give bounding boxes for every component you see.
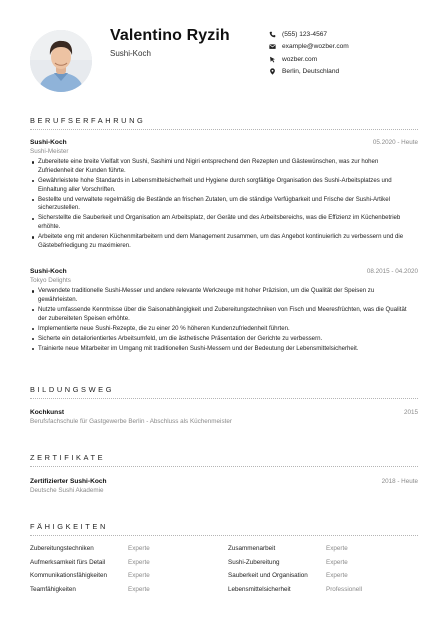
section-divider: [30, 466, 418, 467]
skill-level: Experte: [128, 585, 150, 593]
skill-name: Zubereitungstechniken: [30, 545, 94, 552]
experience-2-date: 08.2015 - 04.2020: [366, 268, 418, 275]
skill-name: Kommunikationsfähigkeiten: [30, 572, 108, 579]
skill-level: Experte: [326, 572, 348, 579]
list-item: Arbeitete eng mit anderen Küchenmitarbeitern und dem Management zusammen, um das Angebot kontinuierlich zu verbessern und die Gästebefriedigung zu maximieren.: [30, 233, 410, 250]
education-heading: BILDUNGSWEG: [30, 385, 115, 394]
skill-level: Experte: [128, 572, 150, 579]
contact-location: [268, 65, 349, 77]
list-item: Trainierte neue Mitarbeiter im Umgang mit traditionellen Sushi-Messern und der Bedeutung der Lebensmittelsicherheit.: [30, 345, 410, 354]
section-divider: [30, 535, 418, 536]
list-item: Gewährleistete hohe Standards in Lebensmittelsicherheit und Hygiene durch sorgfältige Organisation des Sushi-Arbeitsplatzes und Einhaltung aller Vorschriften.: [30, 177, 410, 194]
contact-website: [268, 53, 349, 65]
skill-name: Sushi-Zubereitung: [228, 558, 280, 566]
certificate-title: Zertifizierter Sushi-Koch: [30, 478, 107, 485]
skill-level: Experte: [326, 558, 348, 566]
education-title: Kochkunst: [30, 409, 65, 416]
list-item: Implementierte neue Sushi-Rezepte, die zu einer 20 % höheren Kundenzufriedenheit führten.: [30, 325, 410, 334]
section-divider: [30, 398, 418, 399]
education-school: Berufsfachschule für Gastgewerbe Berlin - Abschluss als Küchenmeister: [30, 418, 232, 425]
skill-level: Experte: [128, 545, 150, 552]
skills-heading: FÄHIGKEITEN: [30, 522, 108, 531]
experience-1-date: 05.2020 - Heute: [372, 139, 418, 146]
contact-phone-text[interactable]: (555) 123-4567: [282, 30, 328, 38]
job-title: Sushi-Koch: [110, 49, 151, 58]
certificate-issuer: Deutsche Sushi Akademie: [30, 487, 104, 494]
experience-2-bullets: [30, 287, 410, 355]
section-divider: [30, 129, 418, 130]
contact-email-text[interactable]: example@wozber.com: [282, 43, 349, 51]
phone-icon: [268, 30, 276, 38]
experience-1-company: Sushi-Meister: [30, 148, 69, 155]
list-item: Verwendete traditionelle Sushi-Messer und andere relevante Werkzeuge mit hoher Präzision, um die Qualität der Speisen zu gewährleisten.: [30, 287, 410, 304]
list-item: Zubereitete eine breite Vielfalt von Sushi, Sashimi und Nigiri entsprechend den Rezepten und Gästewünschen, was zur hohen Zufriedenheit der Kunden führte.: [30, 158, 410, 175]
certificates-heading: ZERTIFIKATE: [30, 453, 106, 462]
skill-name: Aufmerksamkeit fürs Detail: [30, 558, 106, 566]
skill-level: Professionell: [326, 585, 363, 593]
experience-1-bullets: [30, 158, 410, 252]
skill-name: Zusammenarbeit: [228, 545, 276, 552]
contact-email: [268, 40, 349, 52]
list-item: Sicherstellte die Sauberkeit und Organisation am Arbeitsplatz, der Geräte und des Arbeitsbereichs, was die Effizienz im Küchenbetrieb erhöhte.: [30, 214, 410, 231]
link-icon: [268, 55, 276, 63]
list-item: Nutzte umfassende Kenntnisse über die Saisonabhängigkeit und Zubereitungstechniken von Fisch und Meeresfrüchten, was die Qualität der zubereiteten Speisen erhöhte.: [30, 306, 410, 323]
skill-name: Lebensmittelsicherheit: [228, 585, 291, 593]
location-icon: [268, 68, 276, 76]
experience-heading: BERUFSERFAHRUNG: [30, 116, 146, 125]
contact-location-text: Berlin, Deutschland: [282, 68, 340, 76]
skill-level: Experte: [326, 545, 348, 552]
email-icon: [268, 43, 276, 51]
skill-name: Teamfähigkeiten: [30, 585, 76, 593]
experience-1-title: Sushi-Koch: [30, 139, 67, 146]
list-item: Bestellte und verwaltete regelmäßig die Bestände an frischen Zutaten, um die ständige Verfügbarkeit und Frische der Sushi-Artikel sicherzustellen.: [30, 196, 410, 213]
avatar: [30, 30, 92, 92]
contact-list: [268, 28, 349, 78]
experience-2-title: Sushi-Koch: [30, 268, 67, 275]
contact-website-text[interactable]: wozber.com: [282, 55, 318, 63]
skill-level: Experte: [128, 558, 150, 566]
certificate-date: 2018 - Heute: [381, 478, 418, 485]
education-date: 2015: [403, 409, 418, 416]
candidate-name: Valentino Ryzih: [110, 27, 230, 44]
contact-phone: [268, 28, 349, 40]
experience-2-company: Tokyo Delights: [30, 277, 71, 284]
list-item: Sicherte ein detailorientiertes Arbeitsumfeld, um die ästhetische Präsentation der Gerichte zu verbessern.: [30, 335, 410, 344]
skill-name: Sauberkeit und Organisation: [228, 572, 308, 579]
profile-photo: [30, 30, 92, 92]
